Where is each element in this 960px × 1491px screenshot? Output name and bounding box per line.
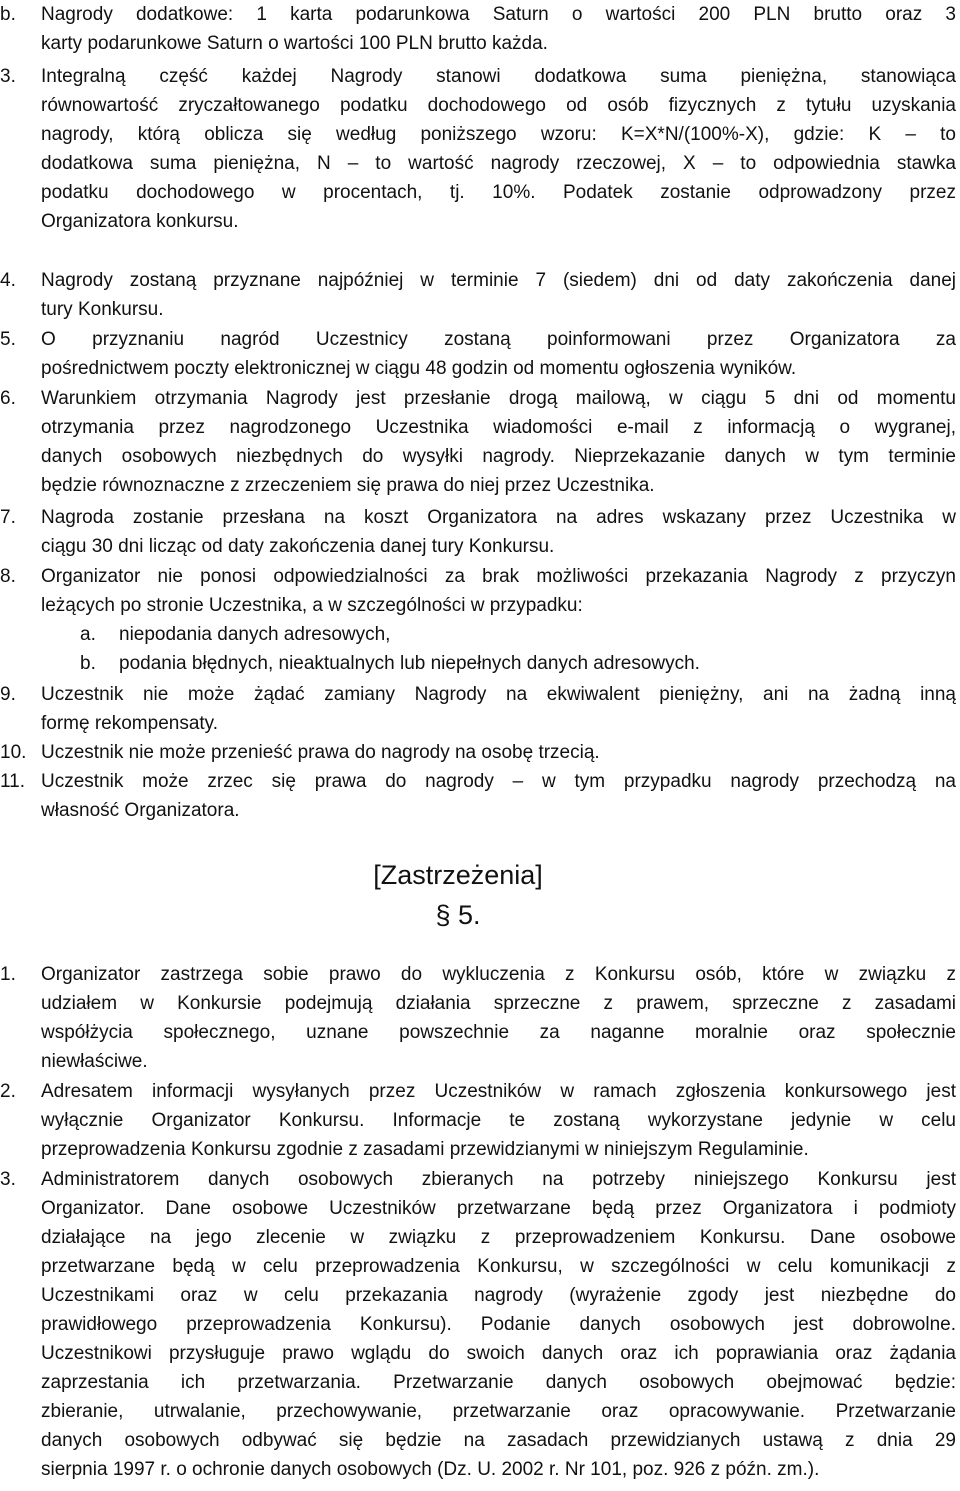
item-text-line: równowartość zryczałtowanego podatku dochodowego od osób fizycznych z tytułu uzyskania — [41, 95, 956, 116]
item-text-line: Nagroda zostanie przesłana na koszt Organizatora na adres wskazany przez Uczestnika w — [41, 507, 956, 528]
sub-item-letter: a. — [80, 624, 96, 645]
item-text-line: prawidłowego przeprowadzenia Konkursu). Podanie danych osobowych jest dobrowolne. — [41, 1314, 956, 1335]
item-number: 6. — [0, 388, 16, 409]
item-number: 7. — [0, 507, 16, 528]
item-number: 11. — [0, 771, 26, 792]
item-text-line: karty podarunkowe Saturn o wartości 100 PLN brutto każda. — [41, 33, 548, 54]
item-text-line: własność Organizatora. — [41, 800, 240, 821]
item-text-line: niewłaściwe. — [41, 1051, 148, 1072]
sub-item-letter: b. — [80, 653, 96, 674]
item-text-line: przeprowadzenia Konkursu zgodnie z zasadami przewidzianymi w niniejszym Regulaminie. — [41, 1139, 809, 1160]
item-text-line: Organizator nie ponosi odpowiedzialności za brak możliwości przekazania Nagrody z przyczyn — [41, 566, 956, 587]
item-number: b. — [0, 4, 16, 25]
item-number: 3. — [0, 1169, 16, 1190]
item-number: 10. — [0, 742, 27, 763]
item-text-line: Warunkiem otrzymania Nagrody jest przesłanie drogą mailową, w ciągu 5 dni od momentu — [41, 388, 956, 409]
item-number: 9. — [0, 684, 16, 705]
item-text-line: wyłącznie Organizator Konkursu. Informacje te zostaną wykorzystane jedynie w celu — [41, 1110, 956, 1131]
item-text-line: współżycia społecznego, uznane powszechnie za naganne moralnie oraz społecznie — [41, 1022, 956, 1043]
item-number: 8. — [0, 566, 16, 587]
item-text-line: Integralną część każdej Nagrody stanowi dodatkowa suma pieniężna, stanowiąca — [41, 66, 956, 87]
item-text-line: O przyznaniu nagród Uczestnicy zostaną poinformowani przez Organizatora za — [41, 329, 956, 350]
item-text-line: zaprzestania ich przetwarzania. Przetwarzanie danych osobowych obejmować będzie: — [41, 1372, 956, 1393]
item-number: 5. — [0, 329, 16, 350]
item-text-line: Uczestnik nie może przenieść prawa do nagrody na osobę trzecią. — [41, 742, 600, 763]
item-text-line: danych osobowych niezbędnych do wysyłki nagrody. Nieprzekazanie danych w tym terminie — [41, 446, 956, 467]
section-heading-title: [Zastrzeżenia] — [373, 860, 543, 890]
item-text-line: będzie równoznaczne z zrzeczeniem się prawa do niej przez Uczestnika. — [41, 475, 655, 496]
item-text-line: pośrednictwem poczty elektronicznej w ciągu 48 godzin od momentu ogłoszenia wyników. — [41, 358, 797, 379]
section-heading-number: § 5. — [435, 900, 481, 930]
sub-item-text: niepodania danych adresowych, — [119, 624, 391, 645]
item-text-line: danych osobowych odbywać się będzie na zasadach przewidzianych ustawą z dnia 29 — [41, 1430, 956, 1451]
item-text-line: Uczestnik może zrzec się prawa do nagrody – w tym przypadku nagrody przechodzą na — [41, 771, 956, 792]
item-text-line: Uczestnikowi przysługuje prawo wglądu do swoich danych oraz ich poprawiania oraz żądania — [41, 1343, 956, 1364]
item-text-line: Organizator. Dane osobowe Uczestników przetwarzane będą przez Organizatora i podmioty — [41, 1198, 956, 1219]
item-text-line: Uczestnik nie może żądać zamiany Nagrody na ekwiwalent pieniężny, ani na żadną inną — [41, 684, 956, 705]
item-text-line: Nagrody dodatkowe: 1 karta podarunkowa Saturn o wartości 200 PLN brutto oraz 3 — [41, 4, 956, 25]
item-number: 2. — [0, 1081, 16, 1102]
item-text-line: ciągu 30 dni licząc od daty zakończenia danej tury Konkursu. — [41, 536, 555, 557]
item-text-line: nagrody, którą oblicza się według poniższego wzoru: K=X*N/(100%-X), gdzie: K – to — [41, 124, 956, 145]
item-text-line: formę rekompensaty. — [41, 713, 219, 734]
item-text-line: Organizator zastrzega sobie prawo do wykluczenia z Konkursu osób, które w związku z — [41, 964, 956, 985]
item-text-line: dodatkowa suma pieniężna, N – to wartość nagrody rzeczowej, X – to odpowiednia stawka — [41, 153, 956, 174]
item-number: 4. — [0, 270, 16, 291]
item-text-line: Organizatora konkursu. — [41, 211, 239, 232]
item-text-line: przetwarzane będą w celu przeprowadzenia Konkursu, w szczególności w celu komunikacji z — [41, 1256, 956, 1277]
item-text-line: zbieranie, utrwalanie, przechowywanie, przetwarzanie oraz opracowywanie. Przetwarzanie — [41, 1401, 956, 1422]
item-number: 1. — [0, 964, 16, 985]
item-text-line: leżących po stronie Uczestnika, a w szczególności w przypadku: — [41, 595, 583, 616]
item-text-line: Adresatem informacji wysyłanych przez Uczestników w ramach zgłoszenia konkursowego jest — [41, 1081, 956, 1102]
item-text-line: udziałem w Konkursie podejmują działania sprzeczne z prawem, sprzeczne z zasadami — [41, 993, 956, 1014]
item-text-line: Uczestnikami oraz w celu przekazania nagrody (wyrażenie zgody jest niezbędne do — [41, 1285, 956, 1306]
item-text-line: tury Konkursu. — [41, 299, 164, 320]
item-text-line: otrzymania przez nagrodzonego Uczestnika wiadomości e-mail z informacją o wygranej, — [41, 417, 956, 438]
item-text-line: Administratorem danych osobowych zbieranych na potrzeby niniejszego Konkursu jest — [41, 1169, 956, 1190]
item-text-line: sierpnia 1997 r. o ochronie danych osobowych (Dz. U. 2002 r. Nr 101, poz. 926 z późn. zm.). — [41, 1459, 820, 1480]
item-text-line: Nagrody zostaną przyznane najpóźniej w terminie 7 (siedem) dni od daty zakończenia danej — [41, 270, 956, 291]
sub-item-text: podania błędnych, nieaktualnych lub niepełnych danych adresowych. — [119, 653, 700, 674]
item-text-line: działające na jego zlecenie w związku z przeprowadzeniem Konkursu. Dane osobowe — [41, 1227, 956, 1248]
item-number: 3. — [0, 66, 16, 87]
item-text-line: podatku dochodowego w procentach, tj. 10%. Podatek zostanie odprowadzony przez — [41, 182, 956, 203]
